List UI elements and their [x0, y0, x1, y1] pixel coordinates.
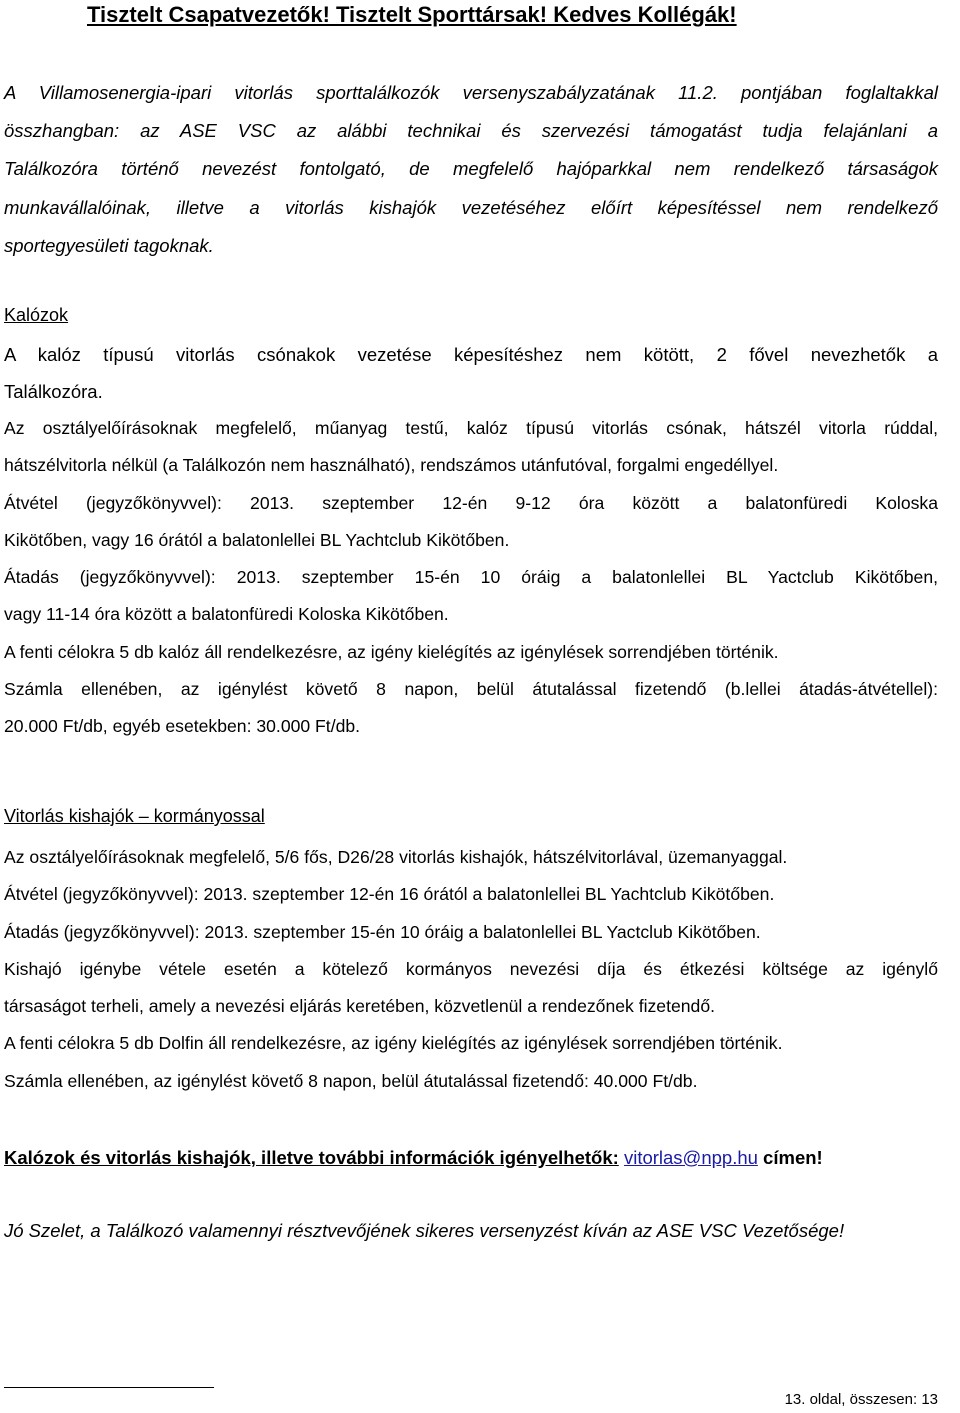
text-line: összhangban: az ASE VSC az alábbi technikai és szervezési támogatást tudja felajánlani a	[4, 120, 938, 142]
section-heading-vitorlas: Vitorlás kishajók – kormányossal	[4, 806, 265, 826]
text-line: sportegyesületi tagoknak.	[4, 234, 214, 256]
contact-label: Kalózok és vitorlás kishajók, illetve további információk igényelhetők:	[4, 1147, 619, 1168]
kalozok-intro	[4, 336, 938, 410]
closing-message: Jó Szelet, a Találkozó valamennyi résztvevőjének sikeres versenyzést kíván az ASE VSC Vezetősége!	[4, 1220, 845, 1241]
text-line: Átadás (jegyzőkönyvvel): 2013. szeptember 15-én 10 óráig a balatonlellei BL Yactclub Kikötőben,	[4, 567, 938, 588]
text-line: Átadás (jegyzőkönyvvel): 2013. szeptember 15-én 10 óráig a balatonlellei BL Yactclub Kikötőben.	[4, 921, 761, 942]
text-line: vagy 11-14 óra között a balatonfüredi Koloska Kikötőben.	[4, 604, 449, 625]
text-line: A kalóz típusú vitorlás csónakok vezetése képesítéshez nem kötött, 2 fővel nevezhetők a	[4, 344, 938, 365]
text-line: A Villamosenergia-ipari vitorlás sporttalálkozók versenyszabályzatának 11.2. pontjában foglaltakkal	[4, 82, 938, 103]
section-heading-kalozok: Kalózok	[4, 305, 69, 325]
intro-paragraph	[4, 74, 938, 265]
text-line: Az osztályelőírásoknak megfelelő, műanyag testű, kalóz típusú vitorlás csónak, hátszél vitorla rúddal,	[4, 418, 938, 438]
text-line: társaságot terheli, amely a nevezési eljárás keretében, közvetlenül a rendezőnek fizetendő.	[4, 996, 716, 1017]
page-title: Tisztelt Csapatvezetők! Tisztelt Sporttársak! Kedves Kollégák!	[87, 2, 737, 27]
text-line: A fenti célokra 5 db Dolfin áll rendelkezésre, az igény kielégítés az igénylések sorrendjében történik.	[4, 1033, 783, 1054]
kalozok-details	[4, 410, 938, 746]
vitorlas-details	[4, 839, 938, 1100]
text-line: munkavállalóinak, illetve a vitorlás kishajók vezetéséhez előírt képesítéssel nem rendelkező	[4, 196, 938, 218]
contact-line	[4, 1143, 938, 1173]
text-line: Kishajó igénybe vétele esetén a kötelező kormányos nevezési díja és étkezési költsége az igénylő	[4, 958, 938, 979]
text-line: Az osztályelőírásoknak megfelelő, 5/6 fős, D26/28 vitorlás kishajók, hátszélvitorlával, üzemanyaggal.	[4, 847, 788, 867]
text-line: Számla ellenében, az igénylést követő 8 napon, belül átutalással fizetendő (b.lellei átadás-átvétellel):	[4, 679, 938, 700]
footer-divider	[4, 1387, 214, 1388]
contact-suffix: címen!	[757, 1147, 823, 1168]
text-line: Számla ellenében, az igénylést követő 8 napon, belül átutalással fizetendő: 40.000 Ft/db.	[4, 1070, 698, 1091]
text-line: hátszélvitorla nélkül (a Találkozón nem használható), rendszámos utánfutóval, forgalmi engedéllyel.	[4, 455, 779, 476]
text-line: A fenti célokra 5 db kalóz áll rendelkezésre, az igény kielégítés az igénylések sorrendjében történik.	[4, 641, 779, 662]
page-number: 13. oldal, összesen: 13	[784, 1391, 938, 1408]
text-line: Átvétel (jegyzőkönyvvel): 2013. szeptember 12-én 16 órától a balatonlellei BL Yachtclub Kikötőben.	[4, 884, 775, 905]
text-line: Találkozóra.	[4, 381, 103, 402]
text-line: Kikötőben, vagy 16 órától a balatonlellei BL Yachtclub Kikötőben.	[4, 529, 510, 550]
text-line: Találkozóra történő nevezést fontolgató, de megfelelő hajóparkkal nem rendelkező társaságok	[4, 158, 938, 180]
text-line: Átvétel (jegyzőkönyvvel): 2013. szeptember 12-én 9-12 óra között a balatonfüredi Koloska	[4, 492, 938, 513]
text-line: 20.000 Ft/db, egyéb esetekben: 30.000 Ft/db.	[4, 716, 361, 737]
email-link[interactable]: vitorlas@npp.hu	[623, 1147, 758, 1168]
